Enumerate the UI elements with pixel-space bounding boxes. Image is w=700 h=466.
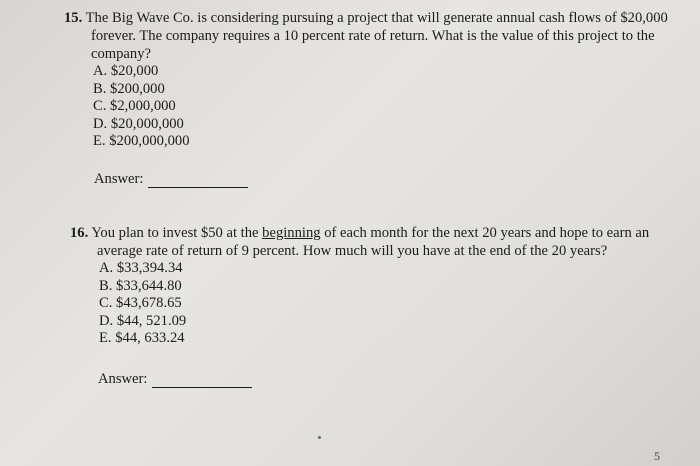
option-letter: B. xyxy=(93,80,107,97)
option-value: $33,394.34 xyxy=(116,260,183,276)
question-16-text-after: of each month for the next 20 years and hope to earn an average rate of return of 9 percent. How much will you have at the end of the 20 years? xyxy=(97,225,650,259)
question-15-number: 15. xyxy=(64,10,83,26)
question-16 xyxy=(70,224,676,388)
question-15-text-block xyxy=(64,9,676,63)
option-value: $2,000,000 xyxy=(110,98,176,114)
option-c xyxy=(70,295,676,313)
paper-speck xyxy=(318,436,321,439)
question-16-answer xyxy=(70,370,676,388)
option-letter: A. xyxy=(93,63,108,79)
option-b xyxy=(70,278,676,296)
option-letter: E. xyxy=(99,330,112,346)
option-e xyxy=(64,133,676,151)
option-value: $20,000 xyxy=(110,63,159,79)
option-d xyxy=(64,116,676,134)
question-15-options xyxy=(64,63,676,151)
option-e xyxy=(70,330,676,348)
answer-blank[interactable] xyxy=(148,174,248,188)
option-letter: B. xyxy=(99,277,113,294)
question-16-text-block xyxy=(70,224,676,260)
question-16-options xyxy=(70,260,676,348)
option-value: $44, 633.24 xyxy=(115,330,185,346)
option-value: $200,000 xyxy=(110,80,165,97)
question-16-text-before: You plan to invest $50 at the xyxy=(91,225,259,241)
question-15-text: The Big Wave Co. is considering pursuing a project that will generate annual cash flows of $20,000 forever. The company requires a 10 percent rate of return. What is the value of this project to the company? xyxy=(85,10,668,62)
option-b xyxy=(64,81,676,99)
option-a xyxy=(70,260,676,278)
option-letter: C. xyxy=(99,295,113,311)
question-15 xyxy=(64,9,676,188)
question-16-underlined-word: beginning xyxy=(262,225,321,241)
option-a xyxy=(64,63,676,81)
option-d xyxy=(70,313,676,331)
option-letter: C. xyxy=(93,98,107,114)
answer-label: Answer: xyxy=(98,370,148,387)
option-value: $43,678.65 xyxy=(116,295,182,311)
page-number: 5 xyxy=(654,449,660,463)
option-letter: A. xyxy=(99,260,114,276)
option-letter: D. xyxy=(93,115,108,132)
option-value: $33,644.80 xyxy=(116,277,182,294)
option-letter: D. xyxy=(99,312,114,329)
question-16-number: 16. xyxy=(70,225,89,241)
answer-blank[interactable] xyxy=(152,374,252,388)
option-value: $200,000,000 xyxy=(109,133,190,149)
option-value: $20,000,000 xyxy=(110,115,184,132)
option-letter: E. xyxy=(93,133,106,149)
option-value: $44, 521.09 xyxy=(116,312,187,329)
answer-label: Answer: xyxy=(94,170,144,187)
question-15-answer xyxy=(64,170,676,188)
option-c xyxy=(64,98,676,116)
